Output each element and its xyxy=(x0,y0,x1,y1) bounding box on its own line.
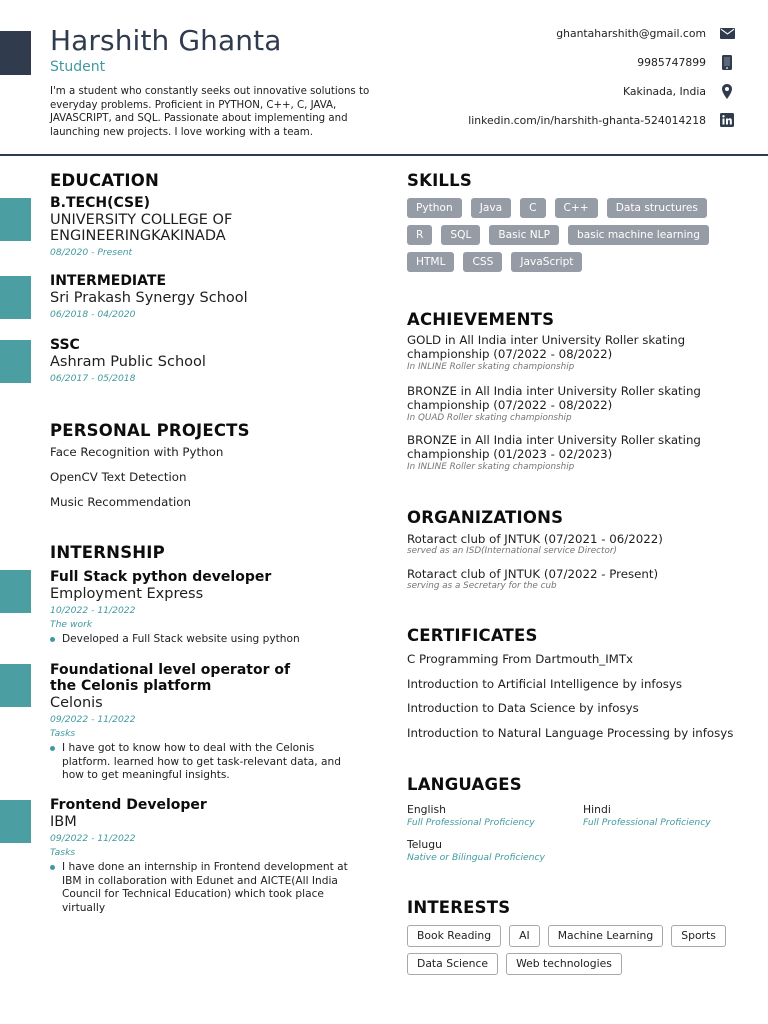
interest-tag: AI xyxy=(509,925,540,947)
education-degree: SSC xyxy=(50,337,80,353)
certificates-heading: CERTIFICATES xyxy=(407,626,538,645)
certificate-item: Introduction to Artificial Intelligence by infosys xyxy=(407,677,683,691)
skill-tag: CSS xyxy=(463,252,502,272)
internship-dates: 09/2022 - 11/2022 xyxy=(50,833,136,844)
skills-list xyxy=(407,198,737,272)
education-degree: B.TECH(CSE) xyxy=(50,195,151,211)
phone-text: 9985747899 xyxy=(637,56,706,69)
language-level: Native or Bilingual Proficiency xyxy=(407,852,545,863)
skill-tag: basic machine learning xyxy=(568,225,709,245)
internship-item xyxy=(50,797,360,915)
skill-tag: JavaScript xyxy=(511,252,582,272)
organizations-heading: ORGANIZATIONS xyxy=(407,508,564,527)
projects-heading: PERSONAL PROJECTS xyxy=(50,421,250,440)
candidate-name: Harshith Ghanta xyxy=(50,24,282,57)
skill-tag: C++ xyxy=(555,198,598,218)
education-marker xyxy=(0,276,31,319)
education-school: UNIVERSITY COLLEGE OF ENGINEERINGKAKINADA xyxy=(50,212,233,244)
skill-tag: Data structures xyxy=(607,198,707,218)
education-school: Sri Prakash Synergy School xyxy=(50,290,248,306)
education-marker xyxy=(0,198,31,241)
education-heading: EDUCATION xyxy=(50,171,159,190)
internship-company: Celonis xyxy=(50,695,103,711)
location-text: Kakinada, India xyxy=(622,85,706,98)
organization-item xyxy=(407,567,658,591)
phone-icon xyxy=(718,55,736,70)
linkedin-icon xyxy=(718,113,736,127)
achievement-title: BRONZE in All India inter University Roller skating championship (01/2023 - 02/2023) xyxy=(407,433,701,461)
education-dates: 08/2020 - Present xyxy=(50,247,133,258)
internship-bullet-text: I have got to know how to deal with the Celonis platform. learned how to get task-relevant data, and how to get meaningful insights. xyxy=(62,742,341,781)
internship-bullet xyxy=(50,633,360,647)
internship-bullet-text: Developed a Full Stack website using python xyxy=(62,633,300,645)
bullet-dot xyxy=(50,746,55,751)
interest-tag: Web technologies xyxy=(506,953,622,975)
organization-title: Rotaract club of JNTUK (07/2021 - 06/2022) xyxy=(407,532,663,546)
language-name: English xyxy=(407,803,446,816)
language-item xyxy=(407,803,535,828)
education-item xyxy=(50,337,350,384)
header-divider xyxy=(0,154,768,156)
language-item xyxy=(583,803,711,828)
project-item: Music Recommendation xyxy=(50,495,191,509)
skill-tag: R xyxy=(407,225,432,245)
language-item xyxy=(407,838,545,863)
achievement-title: GOLD in All India inter University Roller skating championship (07/2022 - 08/2022) xyxy=(407,333,686,361)
organization-title: Rotaract club of JNTUK (07/2022 - Present) xyxy=(407,567,659,581)
internship-marker xyxy=(0,664,31,707)
achievement-item xyxy=(407,434,727,472)
linkedin-text: linkedin.com/in/harshith-ghanta-524014218 xyxy=(468,113,706,127)
internship-dates: 09/2022 - 11/2022 xyxy=(50,714,136,725)
internship-bullet-text: I have done an internship in Frontend development at IBM in collaboration with Edunet and AICTE(All India Council for Technical Education) which took place virtually xyxy=(62,861,348,914)
education-school: Ashram Public School xyxy=(50,354,206,370)
language-name: Hindi xyxy=(583,803,611,816)
project-item: OpenCV Text Detection xyxy=(50,470,187,484)
candidate-role: Student xyxy=(50,59,106,75)
interests-heading: INTERESTS xyxy=(407,898,511,917)
interests-list xyxy=(407,925,737,975)
bullet-dot xyxy=(50,865,55,870)
internship-marker xyxy=(0,800,31,843)
achievement-note: In INLINE Roller skating championship xyxy=(407,462,575,472)
internship-company: Employment Express xyxy=(50,586,204,602)
achievement-note: In INLINE Roller skating championship xyxy=(407,362,575,372)
achievement-item xyxy=(407,334,727,372)
achievements-heading: ACHIEVEMENTS xyxy=(407,310,555,329)
skill-tag: HTML xyxy=(407,252,454,272)
interest-tag: Book Reading xyxy=(407,925,501,947)
interest-tag: Sports xyxy=(671,925,726,947)
skill-tag: C xyxy=(520,198,545,218)
interest-tag: Machine Learning xyxy=(548,925,664,947)
internship-item xyxy=(50,569,360,647)
profile-summary: I'm a student who constantly seeks out innovative solutions to everyday problems. Proficient in PYTHON, C++, C, JAVA, JAVASCRIPT, and SQL. Passionate about implementing and launching new projects. I love working with a team. xyxy=(50,86,370,138)
email-text: ghantaharshith@gmail.com xyxy=(556,27,706,40)
contact-email[interactable] xyxy=(556,27,736,40)
language-level: Full Professional Proficiency xyxy=(407,817,535,828)
education-dates: 06/2018 - 04/2020 xyxy=(50,309,136,320)
achievement-title: BRONZE in All India inter University Roller skating championship (07/2022 - 08/2022) xyxy=(407,384,701,412)
education-item xyxy=(50,273,350,320)
internship-label: Tasks xyxy=(50,728,76,739)
interest-tag: Data Science xyxy=(407,953,498,975)
header-accent-bar xyxy=(0,31,31,75)
internship-marker xyxy=(0,570,31,613)
skill-tag: SQL xyxy=(441,225,480,245)
skill-tag: Java xyxy=(471,198,511,218)
organization-note: served as an ISD(International service Director) xyxy=(407,546,617,556)
skill-tag: Python xyxy=(407,198,462,218)
organization-item xyxy=(407,532,663,556)
education-marker xyxy=(0,340,31,383)
internship-bullet xyxy=(50,861,350,915)
languages-heading: LANGUAGES xyxy=(407,775,522,794)
project-item: Face Recognition with Python xyxy=(50,445,224,459)
location-pin-icon xyxy=(718,84,736,99)
education-dates: 06/2017 - 05/2018 xyxy=(50,373,136,384)
internship-heading: INTERNSHIP xyxy=(50,543,165,562)
language-level: Full Professional Proficiency xyxy=(583,817,711,828)
envelope-icon xyxy=(718,28,736,39)
certificate-item: Introduction to Natural Language Processing by infosys xyxy=(407,726,734,740)
certificate-item: Introduction to Data Science by infosys xyxy=(407,701,639,715)
contact-location xyxy=(623,84,736,99)
contact-phone[interactable] xyxy=(637,55,736,70)
bullet-dot xyxy=(50,637,55,642)
education-item xyxy=(50,195,350,258)
achievement-note: In QUAD Roller skating championship xyxy=(407,413,572,423)
internship-role: Frontend Developer xyxy=(50,797,207,813)
achievement-item xyxy=(407,385,727,423)
internship-item xyxy=(50,662,360,783)
internship-role: Foundational level operator of the Celonis platform xyxy=(50,662,291,694)
education-degree: INTERMEDIATE xyxy=(50,273,167,289)
organization-note: serving as a Secretary for the cub xyxy=(407,581,557,591)
internship-company: IBM xyxy=(50,814,77,830)
skill-tag: Basic NLP xyxy=(489,225,559,245)
internship-dates: 10/2022 - 11/2022 xyxy=(50,605,136,616)
language-name: Telugu xyxy=(407,838,442,851)
contact-linkedin[interactable] xyxy=(468,113,736,127)
certificate-item: C Programming From Dartmouth_IMTx xyxy=(407,652,634,666)
skills-heading: SKILLS xyxy=(407,171,472,190)
internship-bullet xyxy=(50,742,360,783)
internship-label: Tasks xyxy=(50,847,76,858)
internship-label: The work xyxy=(50,619,93,630)
internship-role: Full Stack python developer xyxy=(50,569,272,585)
